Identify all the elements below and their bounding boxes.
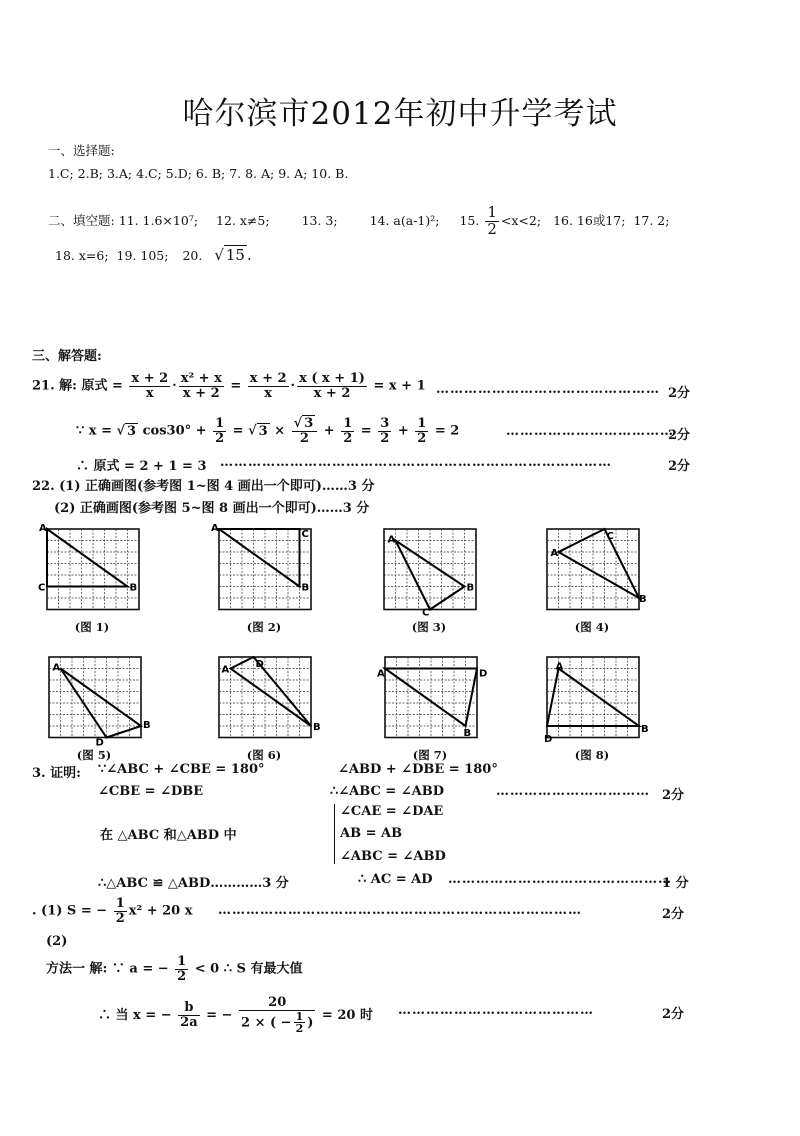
q23-brace (334, 804, 335, 864)
figure-caption-2: (图 2) (246, 619, 282, 634)
q21-score-2: 2分 (668, 428, 691, 443)
point-label-B: B (301, 582, 310, 594)
grid-figure-4 (546, 528, 647, 615)
q23-line4a: ∴△ABC ≌ △ABD…………3 分 (98, 876, 289, 891)
figure-caption-8: (图 8) (574, 747, 610, 762)
section2-line2 (55, 246, 252, 264)
point-label-B: B (143, 720, 151, 731)
q22-line2: (2) 正确画图(参考图 5~图 8 画出一个即可)……3 分 (54, 501, 370, 516)
q21-dots-1: ………………………………………… (436, 382, 660, 397)
point-label-A: A (52, 662, 61, 674)
q23-line2a: ∠CBE = ∠DBE (98, 784, 204, 799)
grid-figure-1 (38, 523, 144, 615)
grid-figure-5 (48, 656, 151, 749)
point-label-B: B (463, 728, 472, 739)
answer-20-sqrt: √ 15 . (214, 246, 252, 264)
answer-15-num: 15. (459, 212, 480, 228)
q24-dots-2: …………………………………… (398, 1003, 594, 1018)
point-label-C: C (606, 531, 614, 542)
triangle-shape (47, 529, 128, 587)
grid-figure-8 (544, 656, 649, 745)
point-label-D: D (479, 668, 488, 680)
answer-19: 19. 105; (116, 248, 169, 263)
answer-16: 16. 16或17; (553, 212, 626, 228)
answer-14: 14. a(a-1)²; (369, 212, 440, 228)
q24-score-1: 2分 (662, 907, 685, 922)
answer-11: 11. 1.6×10⁷; (118, 212, 199, 228)
figure-caption-4: (图 4) (574, 619, 610, 634)
q24-dots-1: …………………………………………………………………… (218, 903, 582, 918)
q24-score-2: 2分 (662, 1007, 685, 1022)
q23-line1a: ∵∠ABC + ∠CBE = 180° (98, 762, 265, 777)
q21-line2: ∵ x = √ 3 cos30° + $\frac{1}{2}$ = √ 3 × $\frac{√ 3}{2}$ + $\frac{1}{2}$ = $\frac{3}{2}$ + $\frac{1}{2}$ = 2 (76, 416, 460, 446)
q23-line2b: ∴∠ABC = ∠ABD (330, 784, 445, 799)
q21-dots-3: ………………………………………………………………………… (220, 455, 612, 470)
section3-header: 三、解答题: (32, 349, 102, 364)
point-label-A: A (377, 668, 385, 680)
q24-line4: ∴ 当 x = − $\frac{b}{2a}$ = − 20 2 × ( − $\frac{1}{2}$ ) = 20 时 (98, 995, 373, 1036)
point-label-D: D (544, 734, 553, 745)
point-label-B: B (466, 582, 475, 594)
figure-caption-3: (图 3) (411, 619, 447, 634)
triangle-shape (61, 669, 142, 738)
answer-13: 13. 3; (301, 212, 338, 228)
section2-line1 (48, 205, 669, 238)
triangle-shape (231, 657, 312, 726)
q23-cond-3: ∠ABC = ∠ABD (340, 849, 446, 864)
figure-caption-1: (图 1) (74, 619, 110, 634)
section2-header: 二、填空题: (48, 212, 115, 228)
point-label-C: C (301, 529, 309, 540)
point-label-D: D (95, 737, 104, 749)
answer-18: 18. x=6; (55, 248, 109, 263)
q22-line1: 22. (1) 正确画图(参考图 1~图 4 画出一个即可)……3 分 (32, 479, 375, 494)
q23-score-2: 2分 (662, 788, 685, 803)
point-label-A: A (555, 661, 564, 673)
q21-dots-2: ……………………………… (506, 424, 674, 439)
q23-line3a: 在 △ABC 和△ABD 中 (100, 828, 237, 843)
point-label-A: A (387, 534, 396, 546)
grid-figure-7 (377, 656, 488, 743)
point-label-B: B (129, 582, 138, 594)
figure-caption-6: (图 6) (246, 747, 282, 762)
q23-cond-1: ∠CAE = ∠DAE (340, 804, 444, 819)
figure-caption-5: (图 5) (76, 747, 112, 762)
page-title: 哈尔滨市2012年初中升学考试 (182, 96, 618, 132)
q24-line1: . (1) S = − $\frac{1}{2}$ x² + 20 x (32, 896, 193, 926)
answer-17: 17. 2; (633, 212, 670, 228)
answer-15-rest: <x<2; (500, 212, 542, 228)
q23-line1b: ∠ABD + ∠DBE = 180° (338, 762, 498, 777)
answer-12: 12. x≠5; (216, 212, 270, 228)
figure-caption-7: (图 7) (412, 747, 448, 762)
point-label-C: C (422, 607, 430, 619)
q23-dots-2: ………………………………………… (448, 872, 672, 887)
q23-line4b: ∴ AC = AD (358, 872, 433, 887)
point-label-A: A (550, 548, 559, 559)
point-label-A: A (221, 664, 230, 676)
q23-label: 3. 证明: (32, 766, 81, 781)
grid-figure-2 (211, 523, 316, 615)
q23-dots-1: …………………………… (496, 784, 650, 799)
point-label-B: B (639, 594, 647, 605)
triangle-shape (219, 529, 300, 587)
section1-header: 一、选择题: (48, 143, 115, 158)
point-label-B: B (641, 724, 649, 735)
q21-score-1: 2分 (668, 386, 691, 401)
point-label-C: C (38, 582, 46, 594)
answer-20: 20. (182, 248, 203, 263)
point-label-A: A (39, 523, 47, 534)
point-label-D: D (255, 659, 264, 670)
grid-figure-6 (218, 656, 321, 743)
q21-score-3: 2分 (668, 459, 691, 474)
grid-figure-3 (383, 528, 481, 619)
triangle-shape (559, 529, 640, 598)
q21-line1: 21. 解: 原式 = $\frac{x + 2}{x}$ · $\frac{\text{x² + x}}{x + 2}$ = $\frac{x + 2}{x}$ · $\frac{x ( x + 1)}{x + 2}$ = x + 1 (32, 371, 426, 401)
point-label-A: A (211, 523, 219, 534)
section1-answers: 1.C; 2.B; 3.A; 4.C; 5.D; 6. B; 7. 8. A; 9. A; 10. B. (48, 166, 349, 181)
q24-line3: 方法一 解: ∵ a = − $\frac{1}{2}$ < 0 ∴ S 有最大值 (46, 954, 303, 984)
q23-score-1: 1 分 (662, 876, 689, 891)
point-label-B: B (313, 722, 321, 733)
answer-15-fraction: $\frac{1}{2}$ (487, 203, 497, 238)
q23-cond-2: AB = AB (340, 826, 403, 841)
q21-line3: ∴ 原式 = 2 + 1 = 3 (76, 459, 207, 474)
q24-line2: (2) (46, 934, 68, 949)
